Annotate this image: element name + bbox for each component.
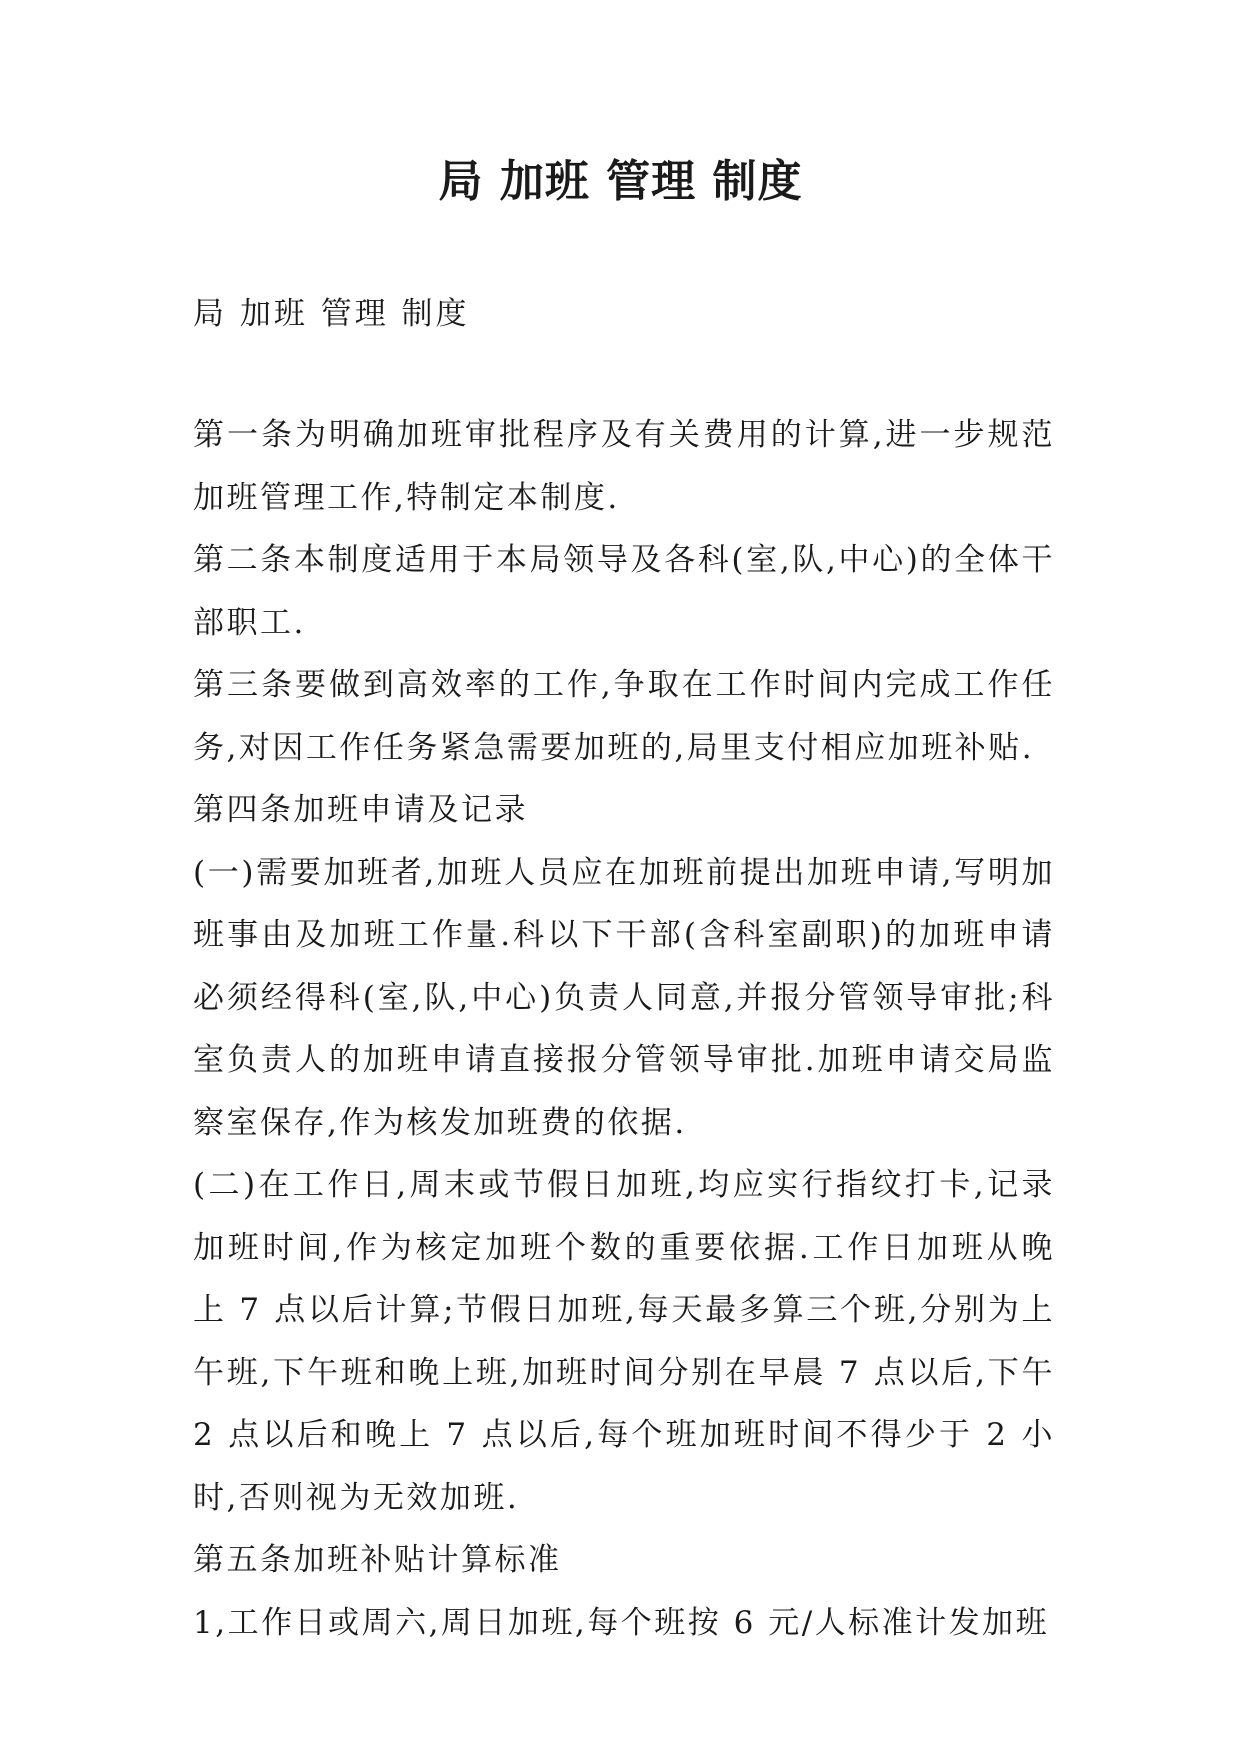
document-body — [193, 404, 1055, 1654]
article-5-item-1-paragraph: 1,工作日或周六,周日加班,每个班按 6 元/人标准计发加班 — [193, 1604, 1050, 1641]
article-2-paragraph: 第二条本制度适用于本局领导及各科(室,队,中心)的全体干部职工. — [193, 542, 1055, 641]
article-3-paragraph: 第三条要做到高效率的工作,争取在工作时间内完成工作任务,对因工作任务紧急需要加班的,局里支付相应加班补贴. — [193, 667, 1055, 766]
article-4-item-1-paragraph: (一)需要加班者,加班人员应在加班前提出加班申请,写明加班事由及加班工作量.科以下干部(含科室副职)的加班申请必须经得科(室,队,中心)负责人同意,并报分管领导审批;科室负责人的加班申请直接报分管领导审批.加班申请交局监察室保存,作为核发加班费的依据. — [193, 854, 1055, 1141]
article-1-paragraph: 第一条为明确加班审批程序及有关费用的计算,进一步规范加班管理工作,特制定本制度. — [193, 417, 1055, 516]
article-5-heading: 第五条加班补贴计算标准 — [193, 1542, 562, 1578]
document-title: 局 加班 管理 制度 — [438, 156, 803, 207]
article-4-heading: 第四条加班申请及记录 — [193, 792, 528, 828]
article-4-item-2-paragraph: (二)在工作日,周末或节假日加班,均应实行指纹打卡,记录加班时间,作为核定加班个数的重要依据.工作日加班从晚上 7 点以后计算;节假日加班,每天最多算三个班,分别为上午班,下午班和晚上班,加班时间分别在早晨 7 点以后,下午 2 点以后和晚上 7 点以后,每个班加班时间不得少于 2 小时,否则视为无效加班. — [193, 1167, 1055, 1516]
document-subtitle: 局 加班 管理 制度 — [193, 296, 470, 332]
